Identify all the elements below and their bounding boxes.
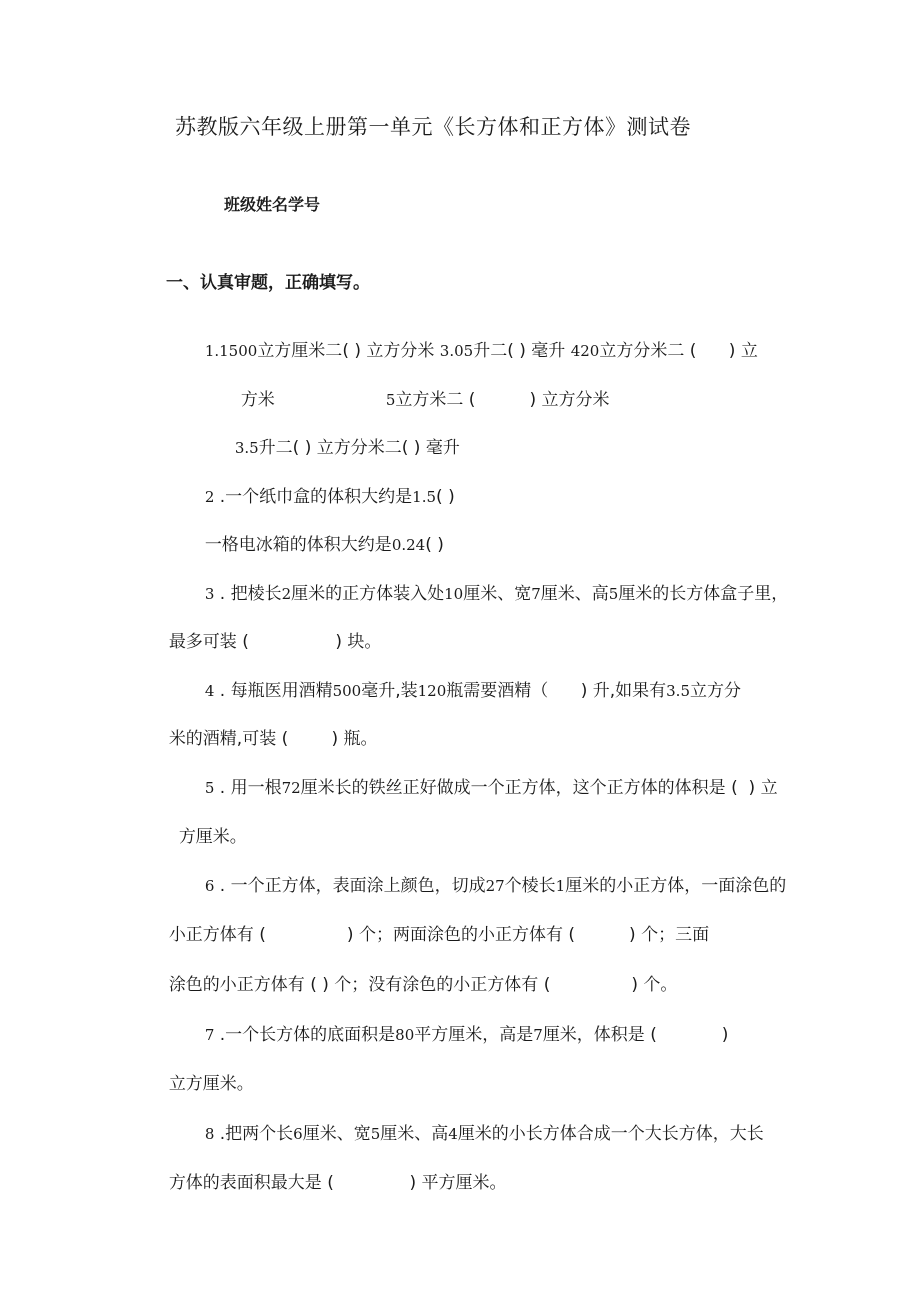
- q1-blank: ( ) 毫升: [507, 341, 566, 361]
- q1-text: 升二: [258, 438, 293, 458]
- q8-number: 8: [204, 1125, 215, 1143]
- q3-value: 10: [444, 585, 464, 603]
- q3-value: 5: [608, 585, 619, 603]
- q2-line1: [194, 464, 455, 508]
- q1-blank: ( ) 毫升: [401, 438, 460, 458]
- q4-number: 4: [204, 682, 215, 700]
- q4-value: 120: [417, 682, 447, 700]
- q5-text: 方厘米。: [178, 827, 247, 847]
- q2-number: 2: [204, 488, 215, 506]
- q4-text: . 每瓶医用酒精: [214, 681, 333, 701]
- q7-text: 厘米，体积是 (: [542, 1025, 657, 1045]
- q6-text: 小正方体有 (: [168, 925, 266, 945]
- q4-line2: [158, 706, 378, 750]
- q1-value: 5: [385, 391, 396, 409]
- q4-text: 毫升,装: [361, 681, 418, 701]
- q8-text: 厘米、高: [380, 1124, 449, 1144]
- q6-text: 厘米的小正方体，一面涂色的: [565, 876, 787, 896]
- q7-text: 平方厘米，高是: [414, 1025, 534, 1045]
- q3-text: 最多可装 (: [168, 632, 249, 652]
- q6-blank: ) 个。: [550, 975, 678, 995]
- q8-value: 6: [293, 1125, 303, 1143]
- q8-text: 厘米、宽: [302, 1124, 371, 1144]
- q4-value: 500: [332, 682, 362, 700]
- q1-line2: [230, 367, 275, 411]
- q5-blank: ) 立: [737, 778, 778, 798]
- q1-value: 1.1500: [204, 342, 258, 360]
- q6-text: 个棱长: [504, 876, 556, 896]
- q7-line2: [158, 1051, 254, 1095]
- q3-text: . 把棱长: [214, 584, 282, 604]
- q1-text: 方米: [240, 390, 275, 410]
- page-title: 苏教版六年级上册第一单元《长方体和正方体》测试卷: [175, 115, 691, 139]
- q2-line2: [194, 512, 444, 556]
- q5-value: 72: [281, 779, 301, 797]
- q8-line1: [194, 1101, 764, 1145]
- q7-value: 80: [395, 1026, 415, 1044]
- q8-value: 4: [448, 1125, 458, 1143]
- q4-text: 瓶需要酒精（: [446, 681, 549, 701]
- q5-line2: [168, 804, 247, 848]
- q3-text: 厘米、高: [540, 584, 609, 604]
- q4-text: 米的酒精,可装 (: [168, 729, 289, 749]
- q4-text: 立方分: [690, 681, 741, 701]
- q1-value: 420: [570, 342, 600, 360]
- q1-blank: ( ) 立方分米: [342, 341, 435, 361]
- q1-line3: [224, 415, 460, 459]
- q5-text: 厘米长的铁丝正好做成一个正方体，这个正方体的体积是 (: [300, 778, 738, 798]
- q3-line2: [158, 609, 381, 653]
- q7-line1: [194, 1002, 728, 1046]
- q3-text: 厘米的正方体装入处: [291, 584, 445, 604]
- section-heading: 一、认真审题，正确填写。: [166, 273, 370, 293]
- q1-value: 3.5: [234, 439, 259, 457]
- q5-number: 5: [204, 779, 215, 797]
- q1-text: 立方米二 (: [395, 390, 476, 410]
- q8-text: .把两个长: [214, 1124, 294, 1144]
- q8-line2: [158, 1150, 507, 1194]
- q6-line2: [158, 902, 709, 946]
- q7-blank: ): [656, 1025, 729, 1045]
- q1-blank: ) 立方分米: [475, 390, 610, 410]
- q8-text: 方体的表面积最大是 (: [168, 1173, 334, 1193]
- q6-line1: [194, 853, 786, 897]
- q2-value: 1.5: [412, 488, 437, 506]
- q7-value: 7: [533, 1026, 543, 1044]
- q4-blank: ) 瓶。: [288, 729, 378, 749]
- q1-text: 升二: [473, 341, 508, 361]
- q2-value: 0.24: [391, 536, 426, 554]
- q2-text: .一个纸巾盒的体积大约是: [214, 487, 413, 507]
- q5-line1: [194, 755, 778, 799]
- q3-value: 2: [281, 585, 292, 603]
- q3-line1: [194, 561, 788, 605]
- q3-text: 厘米、宽: [463, 584, 532, 604]
- q1-blank: ( ) 立方分米二: [292, 438, 402, 458]
- q8-blank: ) 平方厘米。: [333, 1173, 507, 1193]
- q4-value: 3.5: [666, 682, 690, 700]
- q7-text: 立方厘米。: [168, 1074, 254, 1094]
- q7-number: 7: [204, 1026, 215, 1044]
- q6-text: . 一个正方体，表面涂上颜色，切成: [214, 876, 486, 896]
- q3-number: 3: [204, 585, 215, 603]
- q1-value: 3.05: [439, 342, 474, 360]
- q4-blank: ) 升,如果有: [548, 681, 667, 701]
- q8-text: 厘米的小长方体合成一个大长方体，大长: [457, 1124, 764, 1144]
- q3-blank: ) 块。: [248, 632, 382, 652]
- q6-line3: [158, 952, 677, 996]
- q1-line2b: [375, 367, 609, 411]
- q2-text: 一格电冰箱的体积大约是: [204, 535, 392, 555]
- q3-value: 7: [531, 585, 541, 603]
- q4-line1: [194, 658, 741, 702]
- q6-text: 涂色的小正方体有 ( ) 个；没有涂色的小正方体有 (: [168, 975, 551, 995]
- q6-value: 1: [555, 877, 566, 895]
- q5-text: . 用一根: [214, 778, 282, 798]
- q1-blank: ) 立: [696, 341, 758, 361]
- q8-value: 5: [370, 1125, 381, 1143]
- q6-number: 6: [204, 877, 215, 895]
- q2-blank: ( ): [425, 535, 444, 555]
- q1-text: 立方厘米二: [257, 341, 343, 361]
- q6-value: 27: [485, 877, 505, 895]
- q3-text: 厘米的长方体盒子里，: [618, 584, 789, 604]
- q7-text: .一个长方体的底面积是: [214, 1025, 396, 1045]
- q6-blank: ) 个；两面涂色的小正方体有 (: [265, 925, 575, 945]
- q1-line1: [194, 318, 758, 362]
- q6-blank: ) 个；三面: [575, 925, 710, 945]
- student-info: 班级姓名学号: [224, 195, 321, 214]
- q1-text: 立方分米二 (: [599, 341, 697, 361]
- q2-blank: ( ): [436, 487, 455, 507]
